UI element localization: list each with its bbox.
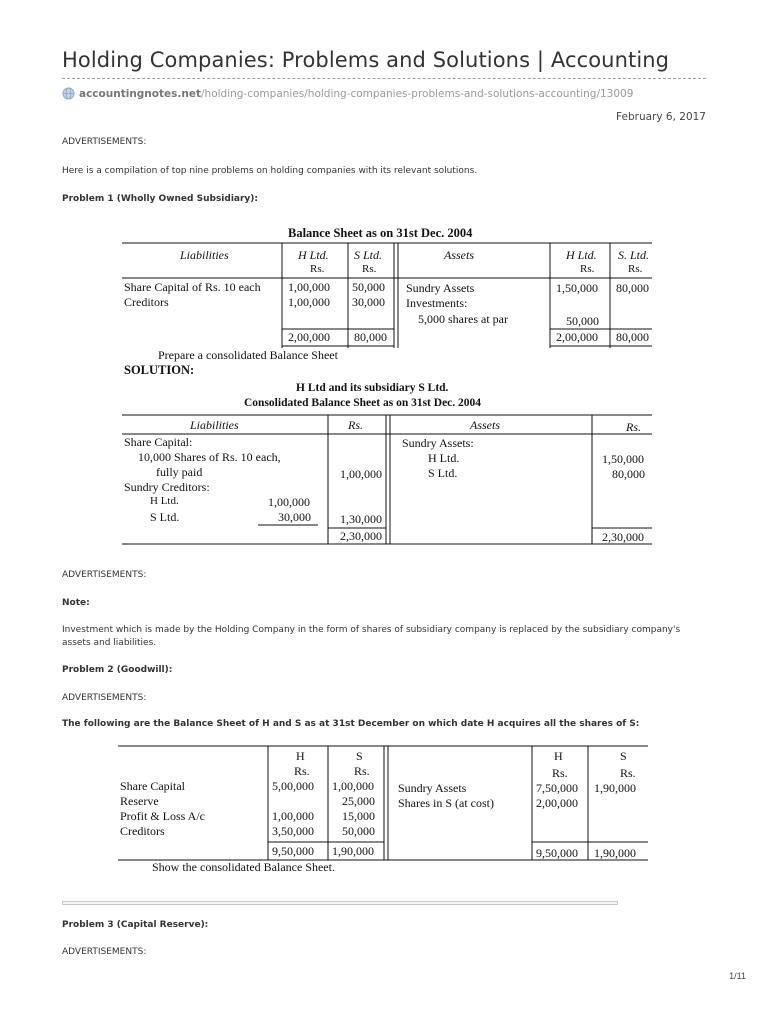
sheet3-cell: 1,00,000 <box>272 809 314 823</box>
sheet3-rs: Rs. <box>552 766 568 780</box>
sheet2-header-rs: Rs. <box>348 418 363 432</box>
sheet2-cell: 1,50,000 <box>602 452 644 466</box>
advertisement-label: ADVERTISEMENTS: <box>62 693 147 703</box>
sheet3-cell: 2,00,000 <box>536 796 578 810</box>
sheet3-row: Profit & Loss A/c <box>120 809 206 823</box>
sheet3-header-s2: S <box>620 749 627 763</box>
sheet1-cell: 1,50,000 <box>556 281 598 295</box>
sheet1-header-sltd: S Ltd. <box>354 248 383 262</box>
solution-label: SOLUTION: <box>124 363 195 377</box>
sheet1-total: 80,000 <box>616 330 649 344</box>
sheet2-cell: 1,00,000 <box>340 467 382 481</box>
sheet1-total: 80,000 <box>354 330 387 344</box>
sheet2-title-2: Consolidated Balance Sheet as on 31st Dec. 2004 <box>244 397 482 409</box>
sheet3-row: Reserve <box>120 794 159 808</box>
sheet1-liability-row: Share Capital of Rs. 10 each <box>124 280 261 294</box>
sheet1-header-sltd2: S. Ltd. <box>618 248 650 262</box>
title-divider <box>62 78 706 79</box>
sheet3-cell: 3,50,000 <box>272 824 314 838</box>
sheet1-header-liabilities: Liabilities <box>180 248 229 262</box>
globe-icon <box>62 87 75 100</box>
sheet1-cell: 30,000 <box>352 295 385 309</box>
sheet3-cell: 7,50,000 <box>536 781 578 795</box>
sheet2-row: fully paid <box>156 465 203 479</box>
sheet1-asset-row: Investments: <box>406 296 468 310</box>
sheet3-cell: 1,90,000 <box>594 781 636 795</box>
sheet3-total: 9,50,000 <box>536 846 578 860</box>
sheet1-header-hltd2: H Ltd. <box>566 248 597 262</box>
sheet3-row: Share Capital <box>120 779 185 793</box>
sheet1-rs: Rs. <box>580 263 595 275</box>
sheet1-asset-row: Sundry Assets <box>406 281 475 295</box>
sheet3-header-s: S <box>356 749 363 763</box>
sheet3-header-h2: H <box>554 749 563 763</box>
advertisement-label: ADVERTISEMENTS: <box>62 570 147 580</box>
problem-2-heading: Problem 2 (Goodwill): <box>62 665 173 675</box>
advertisement-label: ADVERTISEMENTS: <box>62 947 147 957</box>
sheet2-cell: 80,000 <box>612 467 645 481</box>
sheet2-cell: 1,00,000 <box>268 495 310 509</box>
sheet3-cell: 5,00,000 <box>272 779 314 793</box>
sheet2-row: 10,000 Shares of Rs. 10 each, <box>138 450 281 464</box>
sheet1-cell: 50,000 <box>352 280 385 294</box>
intro-text: Here is a compilation of top nine problems on holding companies with its relevant solutions. <box>62 166 478 176</box>
sheet3-total: 1,90,000 <box>332 844 374 858</box>
sheet2-cell: 1,30,000 <box>340 512 382 526</box>
sheet3-total: 9,50,000 <box>272 844 314 858</box>
problem-2-intro: The following are the Balance Sheet of H and S as at 31st December on which date H acquires all the shares of S: <box>62 719 640 729</box>
sheet1-rs: Rs. <box>310 263 325 275</box>
sheet3-cell: 15,000 <box>342 809 375 823</box>
note-text: Investment which is made by the Holding Company in the form of shares of subsidiary company is replaced by the subsidiary company's <box>62 625 681 635</box>
source-domain[interactable]: accountingnotes.net <box>79 87 201 100</box>
sheet3-rs: Rs. <box>620 766 636 780</box>
sheet3-rs: Rs. <box>354 764 370 778</box>
sheet1-rs: Rs. <box>362 263 377 275</box>
sheet3-cell: 50,000 <box>342 824 375 838</box>
source-url[interactable] <box>62 87 633 100</box>
sheet2-header-assets: Assets <box>470 418 500 432</box>
problem-3-heading: Problem 3 (Capital Reserve): <box>62 920 209 930</box>
sheet1-title: Balance Sheet as on 31st Dec. 2004 <box>288 226 473 240</box>
advertisement-label: ADVERTISEMENTS: <box>62 137 147 147</box>
sheet2-cell: 30,000 <box>278 510 311 524</box>
page-title: Holding Companies: Problems and Solutions | Accounting <box>62 48 670 72</box>
sheet1-header-hltd: H Ltd. <box>298 248 329 262</box>
sheet1-total: 2,00,000 <box>288 330 330 344</box>
sheet3-row: Sundry Assets <box>398 781 467 795</box>
sheet3-total: 1,90,000 <box>594 846 636 860</box>
sheet3-rs: Rs. <box>294 764 310 778</box>
balance-sheet-problem-2 <box>114 744 652 878</box>
balance-sheet-problem-1 <box>118 222 656 552</box>
sheet3-row: Shares in S (at cost) <box>398 796 494 810</box>
sheet2-row: S Ltd. <box>428 466 458 480</box>
note-heading: Note: <box>62 598 90 608</box>
sheet1-cell: 1,00,000 <box>288 295 330 309</box>
publish-date: February 6, 2017 <box>616 111 706 123</box>
sheet3-instruction: Show the consolidated Balance Sheet. <box>152 860 335 874</box>
sheet2-total: 2,30,000 <box>602 530 644 544</box>
sheet2-row: S Ltd. <box>150 510 180 524</box>
sheet1-cell: 80,000 <box>616 281 649 295</box>
sheet1-instruction: Prepare a consolidated Balance Sheet <box>158 348 338 362</box>
sheet1-total: 2,00,000 <box>556 330 598 344</box>
page-number: 1/11 <box>729 971 746 981</box>
sheet2-row: H Ltd. <box>428 451 460 465</box>
image-scrollbar[interactable] <box>62 901 618 905</box>
sheet2-title-1: H Ltd and its subsidiary S Ltd. <box>296 382 449 394</box>
sheet2-header-liabilities: Liabilities <box>190 418 239 432</box>
sheet2-row: Share Capital: <box>124 435 193 449</box>
sheet1-header-assets: Assets <box>444 248 474 262</box>
sheet3-cell: 1,00,000 <box>332 779 374 793</box>
source-path[interactable]: /holding-companies/holding-companies-problems-and-solutions-accounting/13009 <box>201 87 634 100</box>
sheet3-row: Creditors <box>120 824 165 838</box>
sheet1-asset-row: 5,000 shares at par <box>418 312 508 326</box>
sheet1-liability-row: Creditors <box>124 295 169 309</box>
sheet3-cell: 25,000 <box>342 794 375 808</box>
sheet2-total: 2,30,000 <box>340 529 382 543</box>
sheet3-header-h: H <box>296 749 305 763</box>
sheet2-row: Sundry Assets: <box>402 436 474 450</box>
sheet1-rs: Rs. <box>628 263 643 275</box>
sheet1-cell: 1,00,000 <box>288 280 330 294</box>
sheet2-row: H Ltd. <box>150 495 179 507</box>
note-text: assets and liabilities. <box>62 638 157 648</box>
sheet2-row: Sundry Creditors: <box>124 480 210 494</box>
sheet2-header-rs2: Rs. <box>626 420 641 434</box>
sheet1-cell: 50,000 <box>566 314 599 328</box>
problem-1-heading: Problem 1 (Wholly Owned Subsidiary): <box>62 194 259 204</box>
